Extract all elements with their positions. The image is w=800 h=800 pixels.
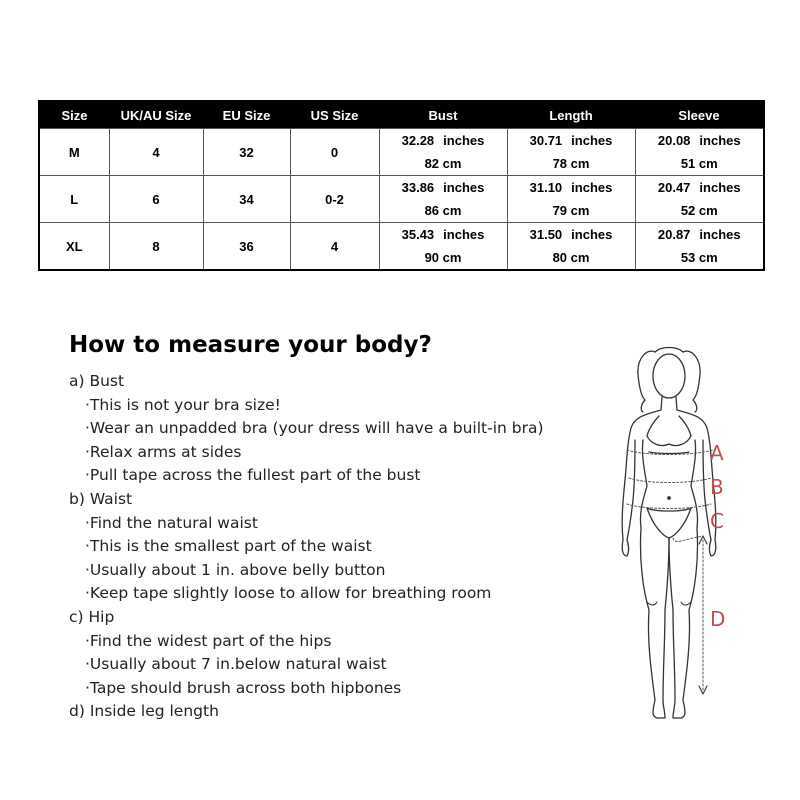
header-sleeve: Sleeve — [635, 101, 764, 129]
body-outline-illustration — [595, 340, 745, 730]
guide-heading: d) Inside leg length — [69, 702, 219, 721]
cell-bust-cm: 82 cm — [379, 152, 507, 176]
cell-size: L — [39, 176, 109, 223]
guide-heading: c) Hip — [69, 607, 115, 626]
header-bust: Bust — [379, 101, 507, 129]
cell-bust-cm: 86 cm — [379, 199, 507, 223]
header-uk-au-size: UK/AU Size — [109, 101, 203, 129]
table-header-row — [39, 101, 764, 129]
cell-eu-size: 34 — [203, 176, 290, 223]
table-row — [39, 129, 764, 153]
guide-step: ·This is not your bra size! — [85, 395, 281, 414]
marker-a-label: A — [710, 441, 724, 465]
marker-c-label: C — [710, 509, 724, 533]
guide-step: ·Wear an unpadded bra (your dress will have a built-in bra) — [85, 419, 544, 438]
bust-inch-value: 35.43 — [401, 227, 435, 242]
cell-size: XL — [39, 223, 109, 271]
inch-unit: inches — [443, 133, 485, 148]
cell-sleeve-cm: 52 cm — [635, 199, 764, 223]
header-us-size: US Size — [290, 101, 379, 129]
cell-us-size: 4 — [290, 223, 379, 271]
cell-uk-size: 6 — [109, 176, 203, 223]
cell-length-cm: 79 cm — [507, 199, 635, 223]
guide-heading: a) Bust — [69, 372, 125, 390]
header-size: Size — [39, 101, 109, 129]
inch-unit: inches — [571, 227, 613, 242]
sleeve-inch-value: 20.47 — [657, 180, 691, 195]
cell-bust-inches — [379, 176, 507, 200]
cell-length-inches — [507, 129, 635, 153]
guide-step: ·Relax arms at sides — [85, 442, 242, 461]
inch-unit: inches — [699, 180, 741, 195]
guide-step: ·Keep tape slightly loose to allow for breathing room — [85, 584, 492, 603]
length-inch-value: 30.71 — [529, 133, 563, 148]
length-inch-value: 31.10 — [529, 180, 563, 195]
cell-length-cm: 78 cm — [507, 152, 635, 176]
cell-eu-size: 36 — [203, 223, 290, 271]
cell-length-cm: 80 cm — [507, 246, 635, 270]
header-length: Length — [507, 101, 635, 129]
measure-guide-title: How to measure your body? — [69, 332, 432, 358]
inch-unit: inches — [443, 227, 485, 242]
cell-size: M — [39, 129, 109, 176]
sleeve-inch-value: 20.87 — [657, 227, 691, 242]
inch-unit: inches — [571, 180, 613, 195]
cell-sleeve-inches — [635, 223, 764, 247]
guide-step: ·Tape should brush across both hipbones — [85, 678, 402, 697]
header-eu-size: EU Size — [203, 101, 290, 129]
guide-step: ·Usually about 7 in.below natural waist — [85, 655, 387, 674]
inch-unit: inches — [571, 133, 613, 148]
cell-bust-inches — [379, 129, 507, 153]
size-chart-table — [38, 100, 765, 271]
measure-guide-list — [69, 370, 544, 724]
cell-length-inches — [507, 176, 635, 200]
cell-length-inches — [507, 223, 635, 247]
cell-us-size: 0 — [290, 129, 379, 176]
inch-unit: inches — [699, 133, 741, 148]
cell-eu-size: 32 — [203, 129, 290, 176]
sleeve-inch-value: 20.08 — [657, 133, 691, 148]
cell-bust-cm: 90 cm — [379, 246, 507, 270]
marker-d-label: D — [710, 607, 726, 631]
cell-sleeve-cm: 53 cm — [635, 246, 764, 270]
table-row — [39, 223, 764, 247]
cell-uk-size: 4 — [109, 129, 203, 176]
length-inch-value: 31.50 — [529, 227, 563, 242]
inch-unit: inches — [443, 180, 485, 195]
cell-sleeve-cm: 51 cm — [635, 152, 764, 176]
guide-step: ·Usually about 1 in. above belly button — [85, 560, 386, 579]
cell-sleeve-inches — [635, 129, 764, 153]
cell-uk-size: 8 — [109, 223, 203, 271]
cell-bust-inches — [379, 223, 507, 247]
cell-sleeve-inches — [635, 176, 764, 200]
body-measurement-figure — [595, 340, 745, 730]
guide-step: ·This is the smallest part of the waist — [85, 537, 372, 556]
guide-step: ·Pull tape across the fullest part of the bust — [85, 466, 421, 485]
marker-b-label: B — [710, 475, 724, 499]
guide-step: ·Find the natural waist — [85, 513, 258, 532]
guide-heading: b) Waist — [69, 489, 133, 508]
table-row — [39, 176, 764, 200]
bust-inch-value: 33.86 — [401, 180, 435, 195]
cell-us-size: 0-2 — [290, 176, 379, 223]
bust-inch-value: 32.28 — [401, 133, 435, 148]
inch-unit: inches — [699, 227, 741, 242]
guide-step: ·Find the widest part of the hips — [85, 631, 332, 650]
